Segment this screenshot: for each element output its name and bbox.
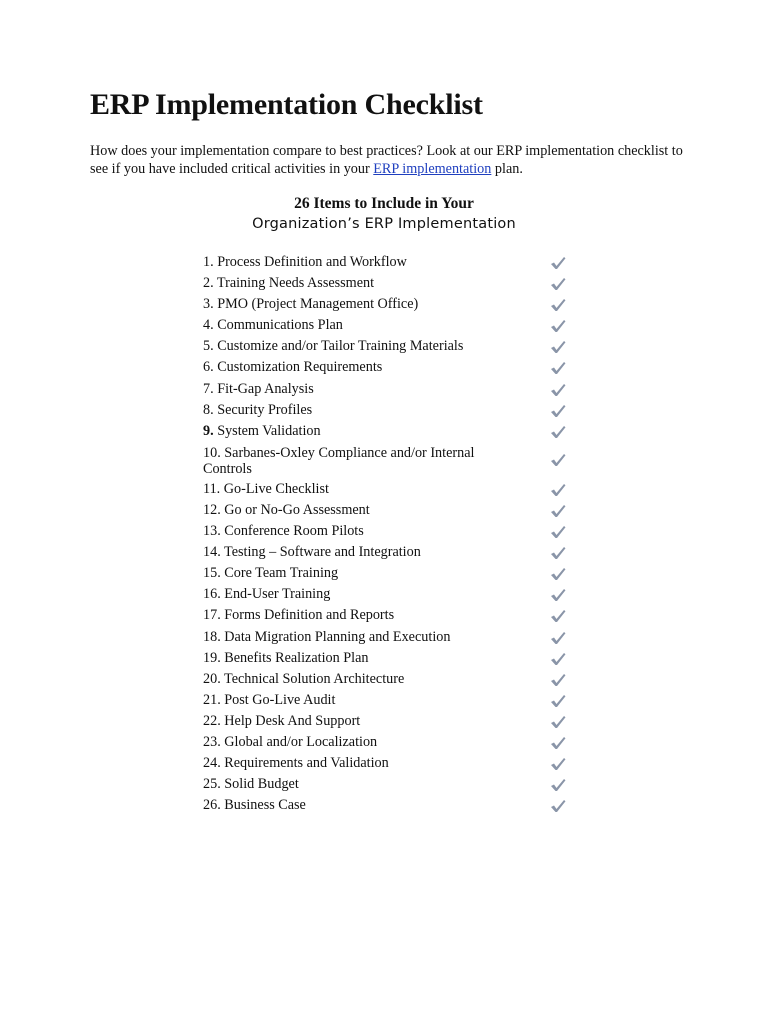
item-label: Security Profiles [213,401,313,418]
item-label: Requirements and Validation [220,755,389,772]
list-item [203,336,573,357]
item-label: Solid Budget [220,776,299,793]
item-number: 23. [203,733,221,750]
checkmark-icon [550,404,566,418]
item-number: 2. [203,275,214,292]
intro-text: How does your implementation compare to best practices? Look at our ERP implementation checklist to see if you have included critical activities in your [90,143,683,177]
list-item [203,294,573,315]
item-label: Testing – Software and Integration [220,544,421,561]
checklist-heading: 26 Items to Include in Your [294,195,474,212]
item-label: Business Case [220,797,306,814]
item-number: 12. [203,501,221,518]
item-number: 4. [203,317,214,334]
item-number: 6. [203,359,214,376]
item-label: Communications Plan [213,317,343,334]
item-label: Go-Live Checklist [220,480,329,497]
checkmark-icon [550,425,566,439]
item-label: Core Team Training [220,565,339,582]
checkmark-icon [550,778,566,792]
checkmark-icon [550,567,566,581]
item-number: 8. [203,401,214,418]
checkmark-icon [550,736,566,750]
item-label: Customization Requirements [213,359,383,376]
item-number: 20. [203,670,221,687]
item-label: Training Needs Assessment [213,275,375,292]
item-number: 7. [203,380,214,397]
checkmark-icon [550,525,566,539]
erp-implementation-link[interactable]: ERP implementation [373,161,492,177]
list-item [203,563,573,584]
item-number: 9. [203,422,214,439]
item-label: Forms Definition and Reports [220,607,395,624]
item-label: Conference Room Pilots [220,523,364,540]
item-label: PMO (Project Management Office) [213,296,419,313]
checkmark-icon [550,483,566,497]
item-label: Fit-Gap Analysis [213,380,314,397]
checkmark-icon [550,453,566,467]
item-number: 10. [203,444,221,461]
list-item [203,421,573,442]
checkmark-icon [550,609,566,623]
checkmark-icon [550,383,566,397]
list-item [203,627,573,648]
item-number: 21. [203,691,221,708]
page-title: ERP Implementation Checklist [90,88,483,121]
item-label: Customize and/or Tailor Training Materials [213,338,464,355]
checkmark-icon [550,799,566,813]
item-number: 24. [203,755,221,772]
list-item [203,500,573,521]
list-item [203,542,573,563]
intro-text-end: plan. [491,161,523,177]
list-item [203,795,573,816]
item-label: System Validation [213,422,321,439]
item-label: Help Desk And Support [220,712,361,729]
checkmark-icon [550,757,566,771]
checklist [203,252,573,816]
list-item [203,732,573,753]
item-number: 3. [203,296,214,313]
checkmark-icon [550,277,566,291]
item-label: Process Definition and Workflow [213,254,407,270]
checkmark-icon [550,546,566,560]
list-item [203,711,573,732]
list-item [203,442,503,479]
item-number: 15. [203,565,221,582]
checkmark-icon [550,504,566,518]
item-label: Go or No-Go Assessment [220,501,370,518]
checkmark-icon [550,588,566,602]
list-item [203,774,573,795]
item-number: 1. [203,254,214,270]
intro-paragraph [90,142,690,178]
list-item [203,479,573,500]
item-label: Data Migration Planning and Execution [220,628,451,645]
checkmark-icon [550,256,566,270]
checkmark-icon [550,652,566,666]
list-item [203,648,573,669]
checkmark-icon [550,361,566,375]
item-number: 18. [203,628,221,645]
item-label: Benefits Realization Plan [220,649,369,666]
list-item [203,669,573,690]
list-item [203,753,573,774]
checkmark-icon [550,715,566,729]
checkmark-icon [550,298,566,312]
checklist-subheading: Organization’s ERP Implementation [252,216,516,232]
item-number: 5. [203,338,214,355]
list-item [203,357,573,378]
list-item [203,584,573,605]
item-number: 14. [203,544,221,561]
list-item [203,379,573,400]
list-item [203,521,573,542]
list-item [203,252,573,273]
item-number: 25. [203,776,221,793]
item-number: 13. [203,523,221,540]
item-label: End-User Training [220,586,331,603]
item-label: Post Go-Live Audit [220,691,336,708]
item-number: 26. [203,797,221,814]
list-item [203,273,573,294]
list-item [203,690,573,711]
item-number: 22. [203,712,221,729]
item-label: Global and/or Localization [220,733,378,750]
list-item [203,400,573,421]
item-number: 17. [203,607,221,624]
checkmark-icon [550,319,566,333]
checkmark-icon [550,340,566,354]
checkmark-icon [550,694,566,708]
item-label: Sarbanes-Oxley Compliance and/or Internal Controls [203,444,475,477]
checkmark-icon [550,631,566,645]
item-label: Technical Solution Architecture [220,670,405,687]
item-number: 16. [203,586,221,603]
list-item [203,315,573,336]
item-number: 11. [203,480,221,497]
item-number: 19. [203,649,221,666]
checkmark-icon [550,673,566,687]
list-item [203,605,573,626]
